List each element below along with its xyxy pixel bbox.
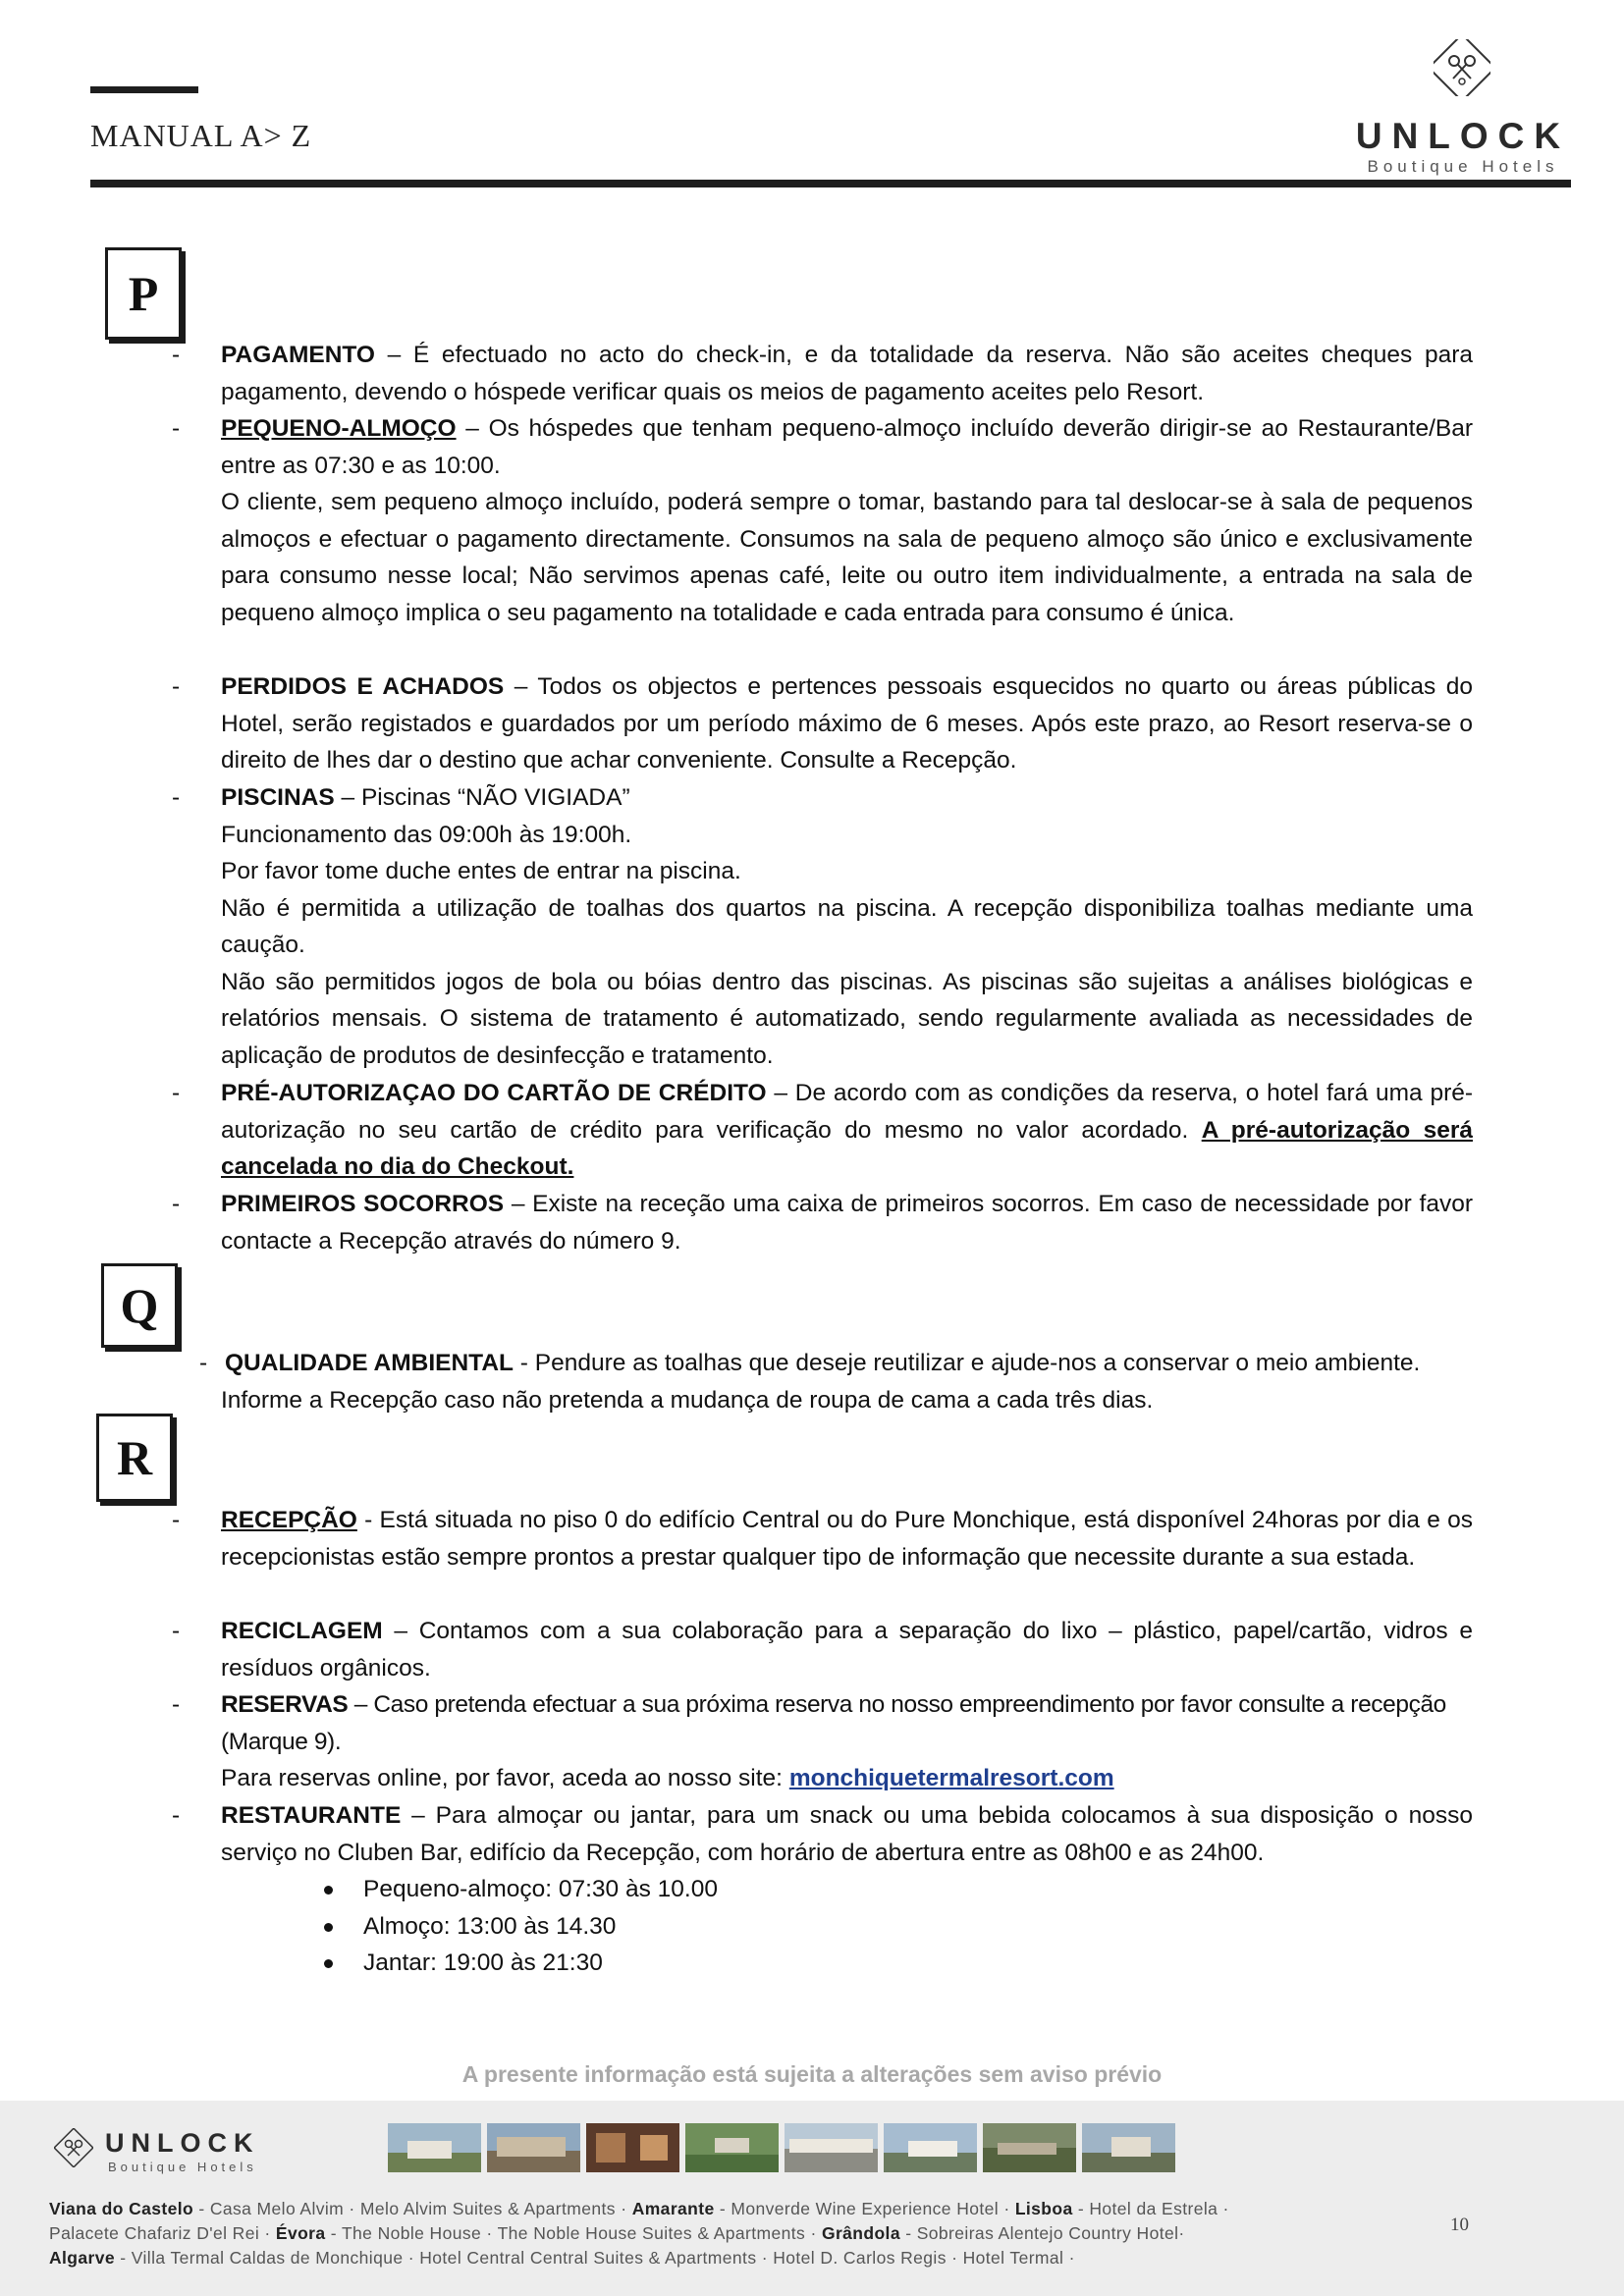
region-name: Amarante	[631, 2199, 715, 2218]
pool-rules-note: Não são permitidos jogos de bola ou bóias dentro das piscinas. As piscinas são sujeitas a análises biológicas e relatórios mensais. O sistema de tratamento é automatizado, sendo regularmente avaliada as necessidades de aplicação de produtos de desinfecção e tratamento.	[221, 968, 1473, 1069]
hotel-locations-list	[49, 2197, 1561, 2270]
entry-term: RESTAURANTE	[221, 1802, 402, 1829]
entry-dash: -	[172, 415, 181, 442]
entry-term: QUALIDADE AMBIENTAL	[225, 1350, 514, 1376]
region-hotels: - Villa Termal Caldas de Monchique · Hotel Central Central Suites & Apartments · Hotel D. Carlos Regis · Hotel Termal ·	[115, 2248, 1075, 2268]
entry-pre-autorizacao	[172, 1075, 1474, 1186]
entry-text: – Piscinas “NÃO VIGIADA”	[334, 784, 630, 811]
entry-text: – Todos os objectos e pertences pessoais esquecidos no quarto ou áreas públicas do Hotel, serão registados e guardados por um período máximo de 6 meses. Após este prazo, ao Resort reserva-se o direito de lhes dar o destino que achar conveniente. Consulte a Recepção.	[221, 673, 1473, 774]
region-hotels: - Monverde Wine Experience Hotel ·	[714, 2199, 1015, 2218]
hotel-locations-line	[49, 2246, 1561, 2270]
schedule-item: Almoço: 13:00 às 14.30	[363, 1908, 1473, 1946]
entry-term: RECICLAGEM	[221, 1618, 383, 1644]
restaurant-schedule-list	[221, 1871, 1473, 1982]
pool-shower-note: Por favor tome duche entes de entrar na piscina.	[221, 858, 741, 884]
hotel-photo	[884, 2123, 977, 2172]
page-number: 10	[1450, 2215, 1469, 2235]
entry-piscinas	[172, 779, 1473, 1074]
entry-term: PERDIDOS E ACHADOS	[221, 673, 505, 700]
section-letter-r: R	[96, 1414, 173, 1502]
section-letter-q: Q	[101, 1263, 178, 1348]
schedule-item: Pequeno-almoço: 07:30 às 10.00	[363, 1871, 1473, 1908]
footer-logo	[54, 2128, 309, 2179]
region-hotels: - Casa Melo Alvim · Melo Alvim Suites & Apartments ·	[193, 2199, 632, 2218]
keys-emblem-icon	[1434, 39, 1490, 96]
header-rule	[90, 180, 1571, 187]
entry-text: – Contamos com a sua colaboração para a separação do lixo – plástico, papel/cartão, vidros e resíduos orgânicos.	[221, 1618, 1473, 1682]
entry-perdidos-achados	[172, 668, 1473, 779]
entry-qualidade-ambiental	[199, 1345, 1458, 1418]
entry-reservas	[172, 1686, 1473, 1797]
section-letter-p: P	[105, 247, 182, 340]
region-hotels: Palacete Chafariz D'el Rei ·	[49, 2223, 276, 2243]
resort-website-link[interactable]: monchiquetermalresort.com	[788, 1765, 1114, 1791]
keys-emblem-icon	[54, 2128, 93, 2167]
pool-towels-note: Não é permitida a utilização de toalhas dos quartos na piscina. A recepção disponibiliza toalhas mediante uma caução.	[221, 894, 1473, 958]
hotel-photo	[685, 2123, 779, 2172]
entry-text: – Para almoçar ou jantar, para um snack ou uma bebida colocamos à sua disposição o nosso serviço no Cluben Bar, edifício da Recepção, com horário de abertura entre as 08h00 e as 24h00.	[221, 1802, 1473, 1866]
entry-dash: -	[172, 342, 181, 368]
region-name: Évora	[275, 2223, 326, 2243]
hotel-photo	[388, 2123, 481, 2172]
hotel-locations-line	[49, 2197, 1561, 2221]
entry-text-continued: O cliente, sem pequeno almoço incluído, poderá sempre o tomar, bastando para tal deslocar-se à sala de pequenos almoços e efectuar o pagamento directamente. Consumos na sala de pequeno almoço são único e exclusivamente para consumo nesse local; Não servimos apenas café, leite ou outro item individualmente, a entrada na sala de pequeno almoço implica o seu pagamento na totalidade e cada entrada para consumo é única.	[221, 489, 1473, 626]
disclaimer-note: A presente informação está sujeita a alterações sem aviso prévio	[461, 2061, 1163, 2087]
entry-recepcao	[172, 1502, 1473, 1575]
hotel-photo	[983, 2123, 1076, 2172]
entry-text: – Os hóspedes que tenham pequeno-almoço incluído deverão dirigir-se ao Restaurante/Bar entre as 07:30 e as 10:00.	[221, 415, 1473, 479]
entry-dash: -	[172, 1191, 181, 1217]
entry-reciclagem	[172, 1613, 1473, 1686]
logo-tagline: Boutique Hotels	[1367, 157, 1559, 176]
header-rule-short	[90, 86, 198, 93]
entry-dash: -	[172, 1080, 181, 1106]
entry-restaurante	[172, 1797, 1473, 1982]
entry-primeiros-socorros	[172, 1186, 1473, 1259]
region-name: Viana do Castelo	[49, 2199, 194, 2218]
entry-dash: -	[172, 1691, 181, 1718]
entry-dash: -	[172, 1507, 181, 1533]
entry-dash: -	[172, 673, 181, 700]
entry-text: – Caso pretenda efectuar a sua próxima reserva no nosso empreendimento por favor consulte a recepção (Marque 9).	[221, 1691, 1446, 1755]
schedule-item: Jantar: 19:00 às 21:30	[363, 1945, 1473, 1982]
hotel-photo	[487, 2123, 580, 2172]
entry-pagamento	[172, 337, 1473, 410]
entry-text: – É efectuado no acto do check-in, e da totalidade da reserva. Não são aceites cheques para pagamento, devendo o hóspede verificar quais os meios de pagamento aceites pelo Resort.	[221, 342, 1473, 405]
entry-text: - Está situada no piso 0 do edifício Central ou do Pure Monchique, está disponível 24horas por dia e os recepcionistas estão sempre prontos a prestar qualquer tipo de informação que necessite durante a sua estada.	[221, 1507, 1473, 1571]
footer-logo-tagline: Boutique Hotels	[108, 2160, 257, 2174]
document-title: MANUAL A> Z	[90, 118, 312, 153]
region-name: Algarve	[49, 2248, 115, 2268]
hotel-photo	[586, 2123, 679, 2172]
entry-term: PAGAMENTO	[221, 342, 375, 368]
entry-term: PISCINAS	[221, 784, 335, 811]
region-hotels: - Hotel da Estrela ·	[1072, 2199, 1229, 2218]
entry-dash: -	[172, 1802, 181, 1829]
entry-term: PRÉ-AUTORIZAÇAO DO CARTÃO DE CRÉDITO	[221, 1080, 767, 1106]
entry-text: – Existe na receção uma caixa de primeiros socorros. Em caso de necessidade por favor contacte a Recepção através do número 9.	[221, 1191, 1473, 1255]
logo-wordmark: UNLOCK	[1355, 116, 1571, 156]
region-name: Grândola	[821, 2223, 900, 2243]
entry-term: PRIMEIROS SOCORROS	[221, 1191, 505, 1217]
entry-term: RESERVAS	[221, 1691, 349, 1718]
entry-dash: -	[199, 1350, 208, 1376]
hotel-photo-strip	[388, 2123, 1175, 2172]
entry-term: PEQUENO-ALMOÇO	[221, 415, 457, 442]
region-hotels: - The Noble House · The Noble House Suites & Apartments ·	[325, 2223, 822, 2243]
footer-logo-wordmark: UNLOCK	[105, 2128, 260, 2158]
entry-dash: -	[172, 1618, 181, 1644]
entry-text: – De acordo com as condições da reserva, o hotel fará uma pré-autorização no seu cartão de crédito para verificação do mesmo no valor acordado.	[221, 1080, 1474, 1144]
cancellation-note: A pré-autorização será cancelada no dia do Checkout.	[221, 1116, 1473, 1180]
online-booking-text: Para reservas online, por favor, aceda ao nosso site:	[221, 1765, 789, 1791]
region-hotels: - Sobreiras Alentejo Country Hotel·	[899, 2223, 1185, 2243]
pool-hours: Funcionamento das 09:00h às 19:00h.	[221, 821, 632, 848]
hotel-photo	[785, 2123, 878, 2172]
hotel-locations-line	[49, 2221, 1561, 2246]
entry-term: RECEPÇÃO	[221, 1507, 357, 1533]
region-name: Lisboa	[1014, 2199, 1073, 2218]
entry-pequeno-almoco	[172, 410, 1473, 631]
entry-text: - Pendure as toalhas que deseje reutilizar e ajude-nos a conservar o meio ambiente. Informe a Recepção caso não pretenda a mudança de roupa de cama a cada três dias.	[221, 1350, 1421, 1414]
hotel-photo	[1082, 2123, 1175, 2172]
entry-dash: -	[172, 784, 181, 811]
